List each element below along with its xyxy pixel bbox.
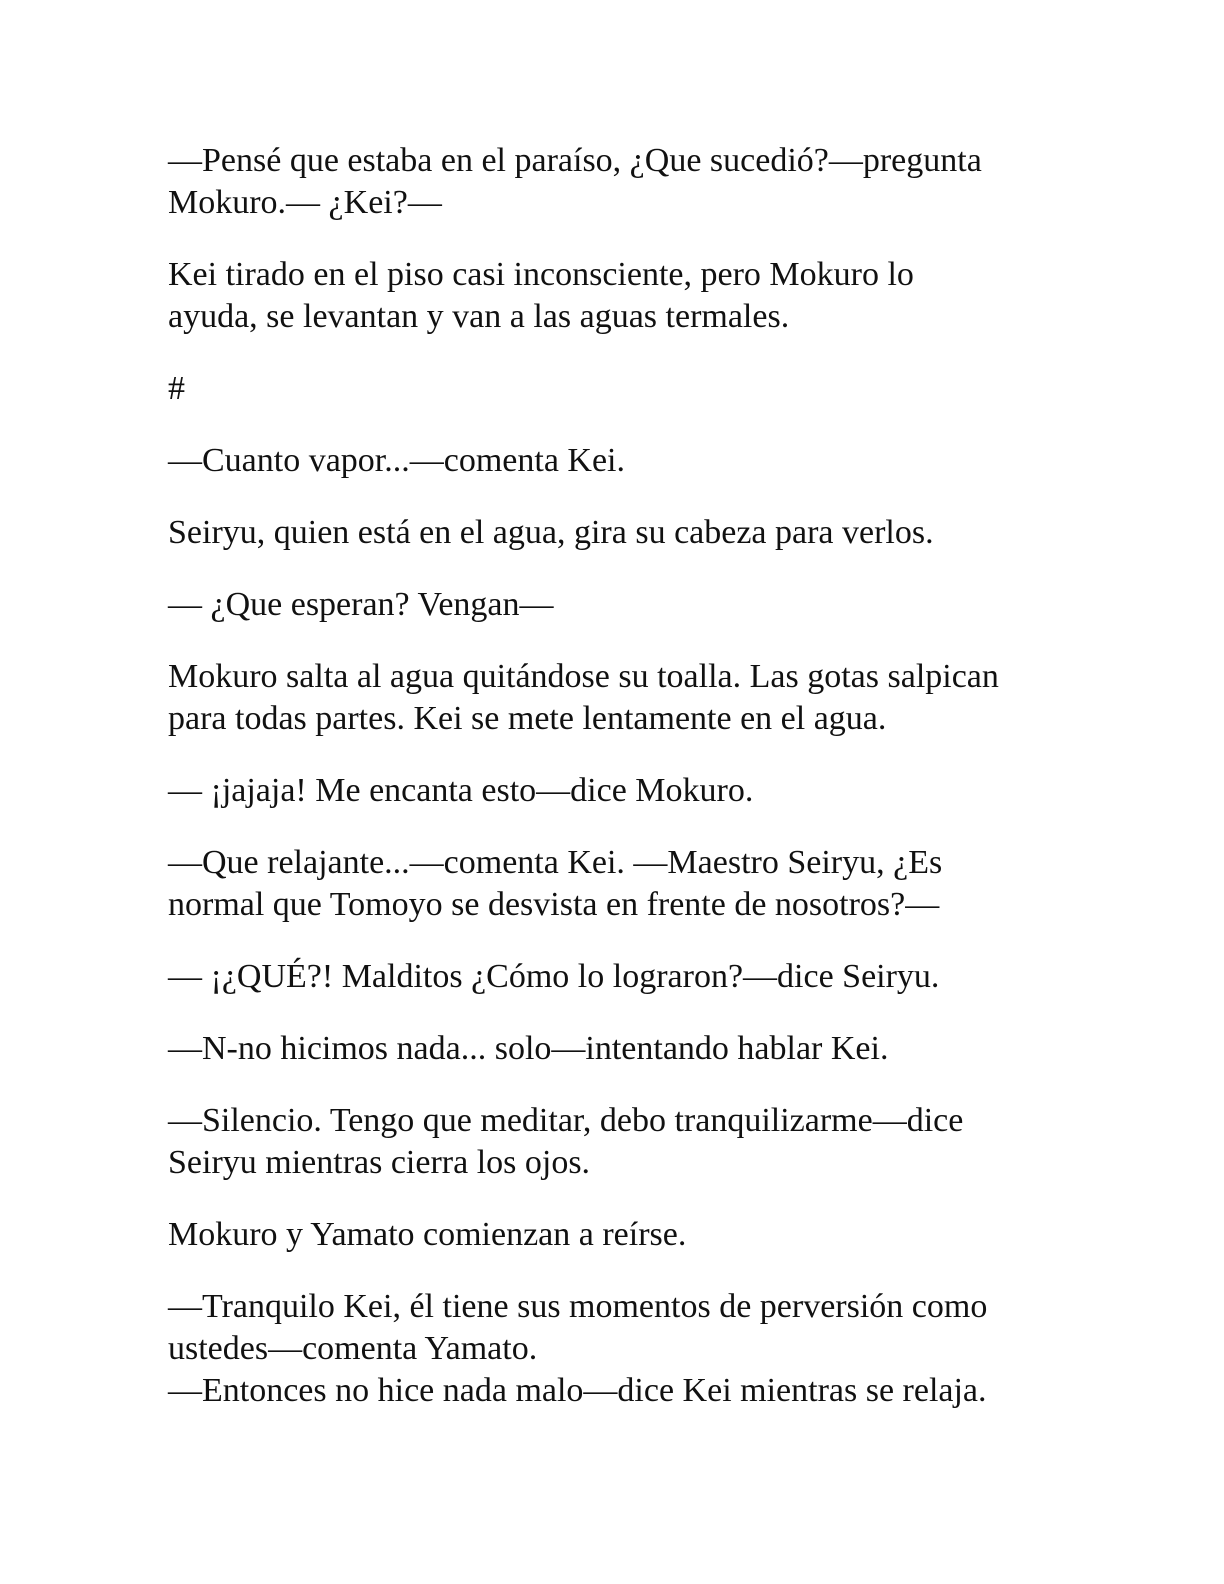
- paragraph-4: Seiryu, quien está en el agua, gira su cabeza para verlos.: [168, 514, 934, 551]
- paragraph-1: —Pensé que estaba en el paraíso, ¿Que sucedió?—pregunta Mokuro.— ¿Kei?—: [168, 142, 982, 221]
- paragraph-13: —Tranquilo Kei, él tiene sus momentos de perversión como ustedes—comenta Yamato.: [168, 1288, 988, 1367]
- paragraph-10: —N-no hicimos nada... solo—intentando hablar Kei.: [168, 1030, 889, 1067]
- paragraph-11: —Silencio. Tengo que meditar, debo tranquilizarme—dice Seiryu mientras cierra los ojos.: [168, 1102, 964, 1181]
- paragraph-6: Mokuro salta al agua quitándose su toalla. Las gotas salpican para todas partes. Kei se mete lentamente en el agua.: [168, 658, 999, 737]
- paragraph-7: — ¡jajaja! Me encanta esto—dice Mokuro.: [168, 772, 754, 809]
- document-page: [168, 140, 1068, 1412]
- paragraph-2: Kei tirado en el piso casi inconsciente, pero Mokuro lo ayuda, se levantan y van a las aguas termales.: [168, 256, 914, 335]
- paragraph-14: —Entonces no hice nada malo—dice Kei mientras se relaja.: [168, 1372, 987, 1409]
- paragraph-12: Mokuro y Yamato comienzan a reírse.: [168, 1216, 687, 1253]
- paragraph-9: — ¡¿QUÉ?! Malditos ¿Cómo lo lograron?—dice Seiryu.: [168, 958, 940, 995]
- paragraph-8: —Que relajante...—comenta Kei. —Maestro Seiryu, ¿Es normal que Tomoyo se desvista en frente de nosotros?—: [168, 844, 943, 923]
- paragraph-5: — ¿Que esperan? Vengan—: [168, 586, 554, 623]
- paragraph-3: —Cuanto vapor...—comenta Kei.: [168, 442, 626, 479]
- scene-break: #: [168, 370, 185, 407]
